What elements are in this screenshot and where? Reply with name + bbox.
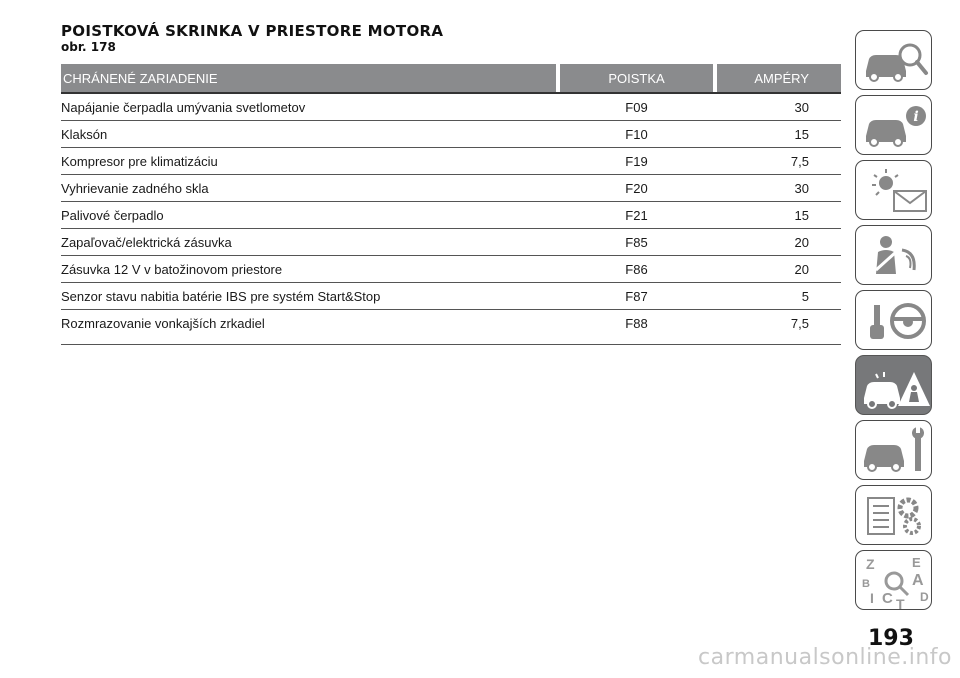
- fuse-cell: F86: [625, 262, 648, 277]
- fuse-cell: F87: [625, 289, 648, 304]
- key-steering-wheel-icon: [856, 291, 933, 351]
- alphabetical-index-icon: [856, 551, 933, 611]
- tab-index[interactable]: [855, 550, 932, 610]
- car-info-icon: [856, 96, 933, 156]
- tab-starting-driving[interactable]: [855, 290, 932, 350]
- fuse-cell: F20: [625, 181, 648, 196]
- fuse-cell: F85: [625, 235, 648, 250]
- device-cell: Klaksón: [61, 127, 108, 142]
- index-letter: T: [896, 596, 905, 611]
- tab-car-inspection[interactable]: [855, 30, 932, 90]
- index-letter: A: [912, 572, 924, 589]
- ampere-cell: 20: [794, 235, 809, 250]
- ampere-cell: 7,5: [790, 316, 809, 331]
- ampere-cell: 30: [794, 100, 809, 115]
- index-letter: I: [870, 590, 874, 606]
- technical-data-gears-icon: [856, 486, 933, 546]
- seatbelt-airbag-icon: [856, 226, 933, 286]
- device-cell: Napájanie čerpadla umývania svetlometov: [61, 100, 306, 115]
- index-letter: Z: [866, 556, 875, 572]
- fuse-table: [61, 94, 841, 345]
- device-cell: Zapaľovač/elektrická zásuvka: [61, 235, 232, 250]
- car-maintenance-tools-icon: [856, 421, 933, 481]
- table-row: [61, 148, 841, 175]
- table-row: [61, 310, 841, 345]
- table-row: [61, 256, 841, 283]
- device-cell: Kompresor pre klimatizáciu: [61, 154, 218, 169]
- ampere-cell: 20: [794, 262, 809, 277]
- device-cell: Vyhrievanie zadného skla: [61, 181, 209, 196]
- tab-safety[interactable]: [855, 225, 932, 285]
- tab-technical-data[interactable]: [855, 485, 932, 545]
- column-header-amperes: AMPÉRY: [717, 64, 841, 92]
- index-letter: B: [862, 578, 870, 590]
- car-breakdown-warning-icon: [856, 356, 933, 416]
- table-row: [61, 229, 841, 256]
- ampere-cell: 30: [794, 181, 809, 196]
- fuse-cell: F21: [625, 208, 648, 223]
- tab-warnings-messages[interactable]: [855, 160, 932, 220]
- ampere-cell: 15: [794, 208, 809, 223]
- svg-text:i: i: [913, 109, 919, 125]
- tab-car-info[interactable]: [855, 95, 932, 155]
- column-header-fuse: POISTKA: [560, 64, 713, 92]
- car-magnifier-icon: [856, 31, 933, 91]
- index-letter: C: [882, 590, 893, 607]
- index-letter: E: [912, 555, 921, 570]
- fuse-cell: F10: [625, 127, 648, 142]
- tab-maintenance[interactable]: [855, 420, 932, 480]
- watermark-text: carmanualsonline.info: [698, 645, 952, 670]
- ampere-cell: 5: [801, 289, 809, 304]
- device-cell: Rozmrazovanie vonkajších zrkadiel: [61, 316, 265, 331]
- fuse-cell: F09: [625, 100, 648, 115]
- device-cell: Zásuvka 12 V v batožinovom priestore: [61, 262, 283, 277]
- page-number: 193: [868, 626, 914, 651]
- index-letter: D: [920, 590, 929, 604]
- device-cell: Palivové čerpadlo: [61, 208, 164, 223]
- ampere-cell: 15: [794, 127, 809, 142]
- table-row: [61, 175, 841, 202]
- tab-emergency[interactable]: [855, 355, 932, 415]
- column-header-device: CHRÁNENÉ ZARIADENIE: [61, 64, 556, 92]
- table-row: [61, 121, 841, 148]
- device-cell: Senzor stavu nabitia batérie IBS pre systém Start&Stop: [61, 289, 381, 304]
- ampere-cell: 7,5: [790, 154, 809, 169]
- warning-lights-message-icon: [856, 161, 933, 221]
- fuse-cell: F19: [625, 154, 648, 169]
- fuse-cell: F88: [625, 316, 648, 331]
- section-title: POISTKOVÁ SKRINKA V PRIESTORE MOTORA: [61, 22, 444, 40]
- figure-reference: obr. 178: [61, 40, 116, 54]
- table-row: [61, 94, 841, 121]
- table-row: [61, 202, 841, 229]
- table-row: [61, 283, 841, 310]
